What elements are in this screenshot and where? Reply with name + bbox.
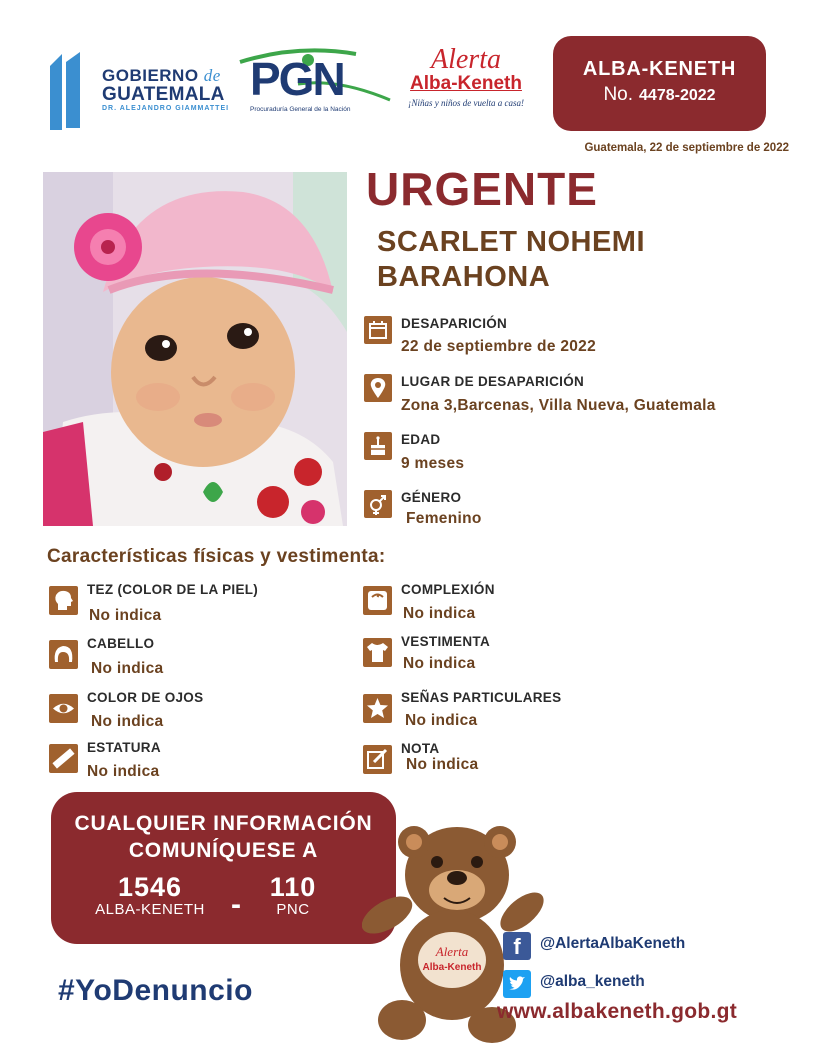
gobierno-flag-bars-icon xyxy=(50,52,96,132)
char-label: COMPLEXIÓN xyxy=(401,582,495,597)
phone-label: ALBA-KENETH xyxy=(95,901,205,918)
issue-date: Guatemala, 22 de septiembre de 2022 xyxy=(584,142,789,154)
ruler-icon xyxy=(49,744,78,773)
urgent-heading: URGENTE xyxy=(366,163,598,215)
birthday-cake-icon xyxy=(364,432,392,460)
char-label: TEZ (COLOR DE LA PIEL) xyxy=(87,582,259,597)
bear-badge-name: Alba-Keneth xyxy=(422,962,482,973)
char-note xyxy=(363,741,663,785)
char-value: No indica xyxy=(403,605,476,622)
twitter-icon xyxy=(503,970,531,998)
shirt-icon xyxy=(363,638,392,667)
location-pin-icon xyxy=(364,374,392,402)
char-label: NOTA xyxy=(401,741,440,756)
alerta-alba-keneth-logo xyxy=(396,46,536,118)
pgn-letters: PGN xyxy=(250,53,344,105)
hair-icon xyxy=(49,640,78,669)
char-eye-color xyxy=(49,690,349,734)
phone-alba-keneth xyxy=(75,872,225,918)
detail-value: 9 meses xyxy=(401,455,465,472)
phone-separator: - xyxy=(231,888,241,921)
char-value: No indica xyxy=(406,756,479,773)
case-no-label: No. xyxy=(603,84,634,105)
char-value: No indica xyxy=(405,712,478,729)
char-clothing xyxy=(363,634,663,678)
facebook-icon: f xyxy=(503,932,531,960)
missing-person-name xyxy=(377,225,797,295)
contact-heading xyxy=(51,810,396,864)
characteristics-heading: Características físicas y vestimenta: xyxy=(47,546,386,567)
case-title: ALBA-KENETH xyxy=(582,58,737,80)
calendar-icon xyxy=(364,316,392,344)
contact-line2: COMUNÍQUESE A xyxy=(128,839,319,862)
star-icon xyxy=(363,694,392,723)
phone-number: 110 xyxy=(269,872,317,902)
char-distinguishing-marks xyxy=(363,690,663,734)
note-edit-icon xyxy=(363,745,392,774)
name-line2: BARAHONA xyxy=(377,261,551,293)
char-build xyxy=(363,582,663,626)
detail-label: GÉNERO xyxy=(401,490,462,505)
case-number-line xyxy=(553,84,766,106)
char-label: SEÑAS PARTICULARES xyxy=(401,690,562,705)
gov-line2: GUATEMALA xyxy=(102,84,225,105)
char-height xyxy=(49,740,349,784)
char-value: No indica xyxy=(91,713,164,730)
case-number: 4478-2022 xyxy=(639,87,716,104)
char-label: COLOR DE OJOS xyxy=(87,690,204,705)
contact-info-box xyxy=(51,792,396,944)
detail-value: Femenino xyxy=(406,510,482,527)
char-value: No indica xyxy=(89,607,162,624)
alerta-word: Alerta xyxy=(431,44,501,75)
char-label: CABELLO xyxy=(87,636,155,651)
char-hair xyxy=(49,636,349,680)
pgn-subtitle: Procuraduría General de la Nación xyxy=(250,106,351,113)
contact-line1: CUALQUIER INFORMACIÓN xyxy=(74,812,373,835)
child-photo-illustration xyxy=(43,172,347,526)
missing-child-photo xyxy=(43,172,347,526)
detail-value: 22 de septiembre de 2022 xyxy=(401,338,597,355)
alerta-name: Alba-Keneth xyxy=(410,73,522,94)
name-line1: SCARLET NOHEMI xyxy=(377,226,645,258)
gov-line3: DR. ALEJANDRO GIAMMATTEI xyxy=(102,105,230,112)
head-profile-icon xyxy=(49,586,78,615)
char-skin-tone xyxy=(49,582,349,626)
phone-pnc xyxy=(253,872,333,918)
phone-number: 1546 xyxy=(117,872,183,902)
char-value: No indica xyxy=(403,655,476,672)
case-number-badge xyxy=(553,36,766,131)
website-link[interactable]: www.albakeneth.gob.gt xyxy=(497,1000,738,1023)
detail-label: DESAPARICIÓN xyxy=(401,316,508,331)
scale-icon xyxy=(363,586,392,615)
twitter-text: @alba_keneth xyxy=(540,973,645,990)
char-value: No indica xyxy=(87,763,160,780)
char-label: VESTIMENTA xyxy=(401,634,491,649)
phone-label: PNC xyxy=(276,901,310,918)
bear-badge-word: Alerta xyxy=(435,944,469,959)
gov-line1: GOBIERNO de xyxy=(102,66,221,85)
char-value: No indica xyxy=(91,660,164,677)
detail-label: EDAD xyxy=(401,432,441,447)
eye-icon xyxy=(49,694,78,723)
detail-label: LUGAR DE DESAPARICIÓN xyxy=(401,374,585,389)
char-label: ESTATURA xyxy=(87,740,161,755)
pgn-logo xyxy=(238,48,398,120)
facebook-text: @AlertaAlbaKeneth xyxy=(540,935,686,952)
alerta-tagline: ¡Niñas y niños de vuelta a casa! xyxy=(408,98,524,108)
gobierno-guatemala-logo xyxy=(50,52,250,132)
hashtag: #YoDenuncio xyxy=(58,974,253,1007)
detail-value: Zona 3,Barcenas, Villa Nueva, Guatemala xyxy=(401,397,716,414)
gender-icon xyxy=(364,490,392,518)
